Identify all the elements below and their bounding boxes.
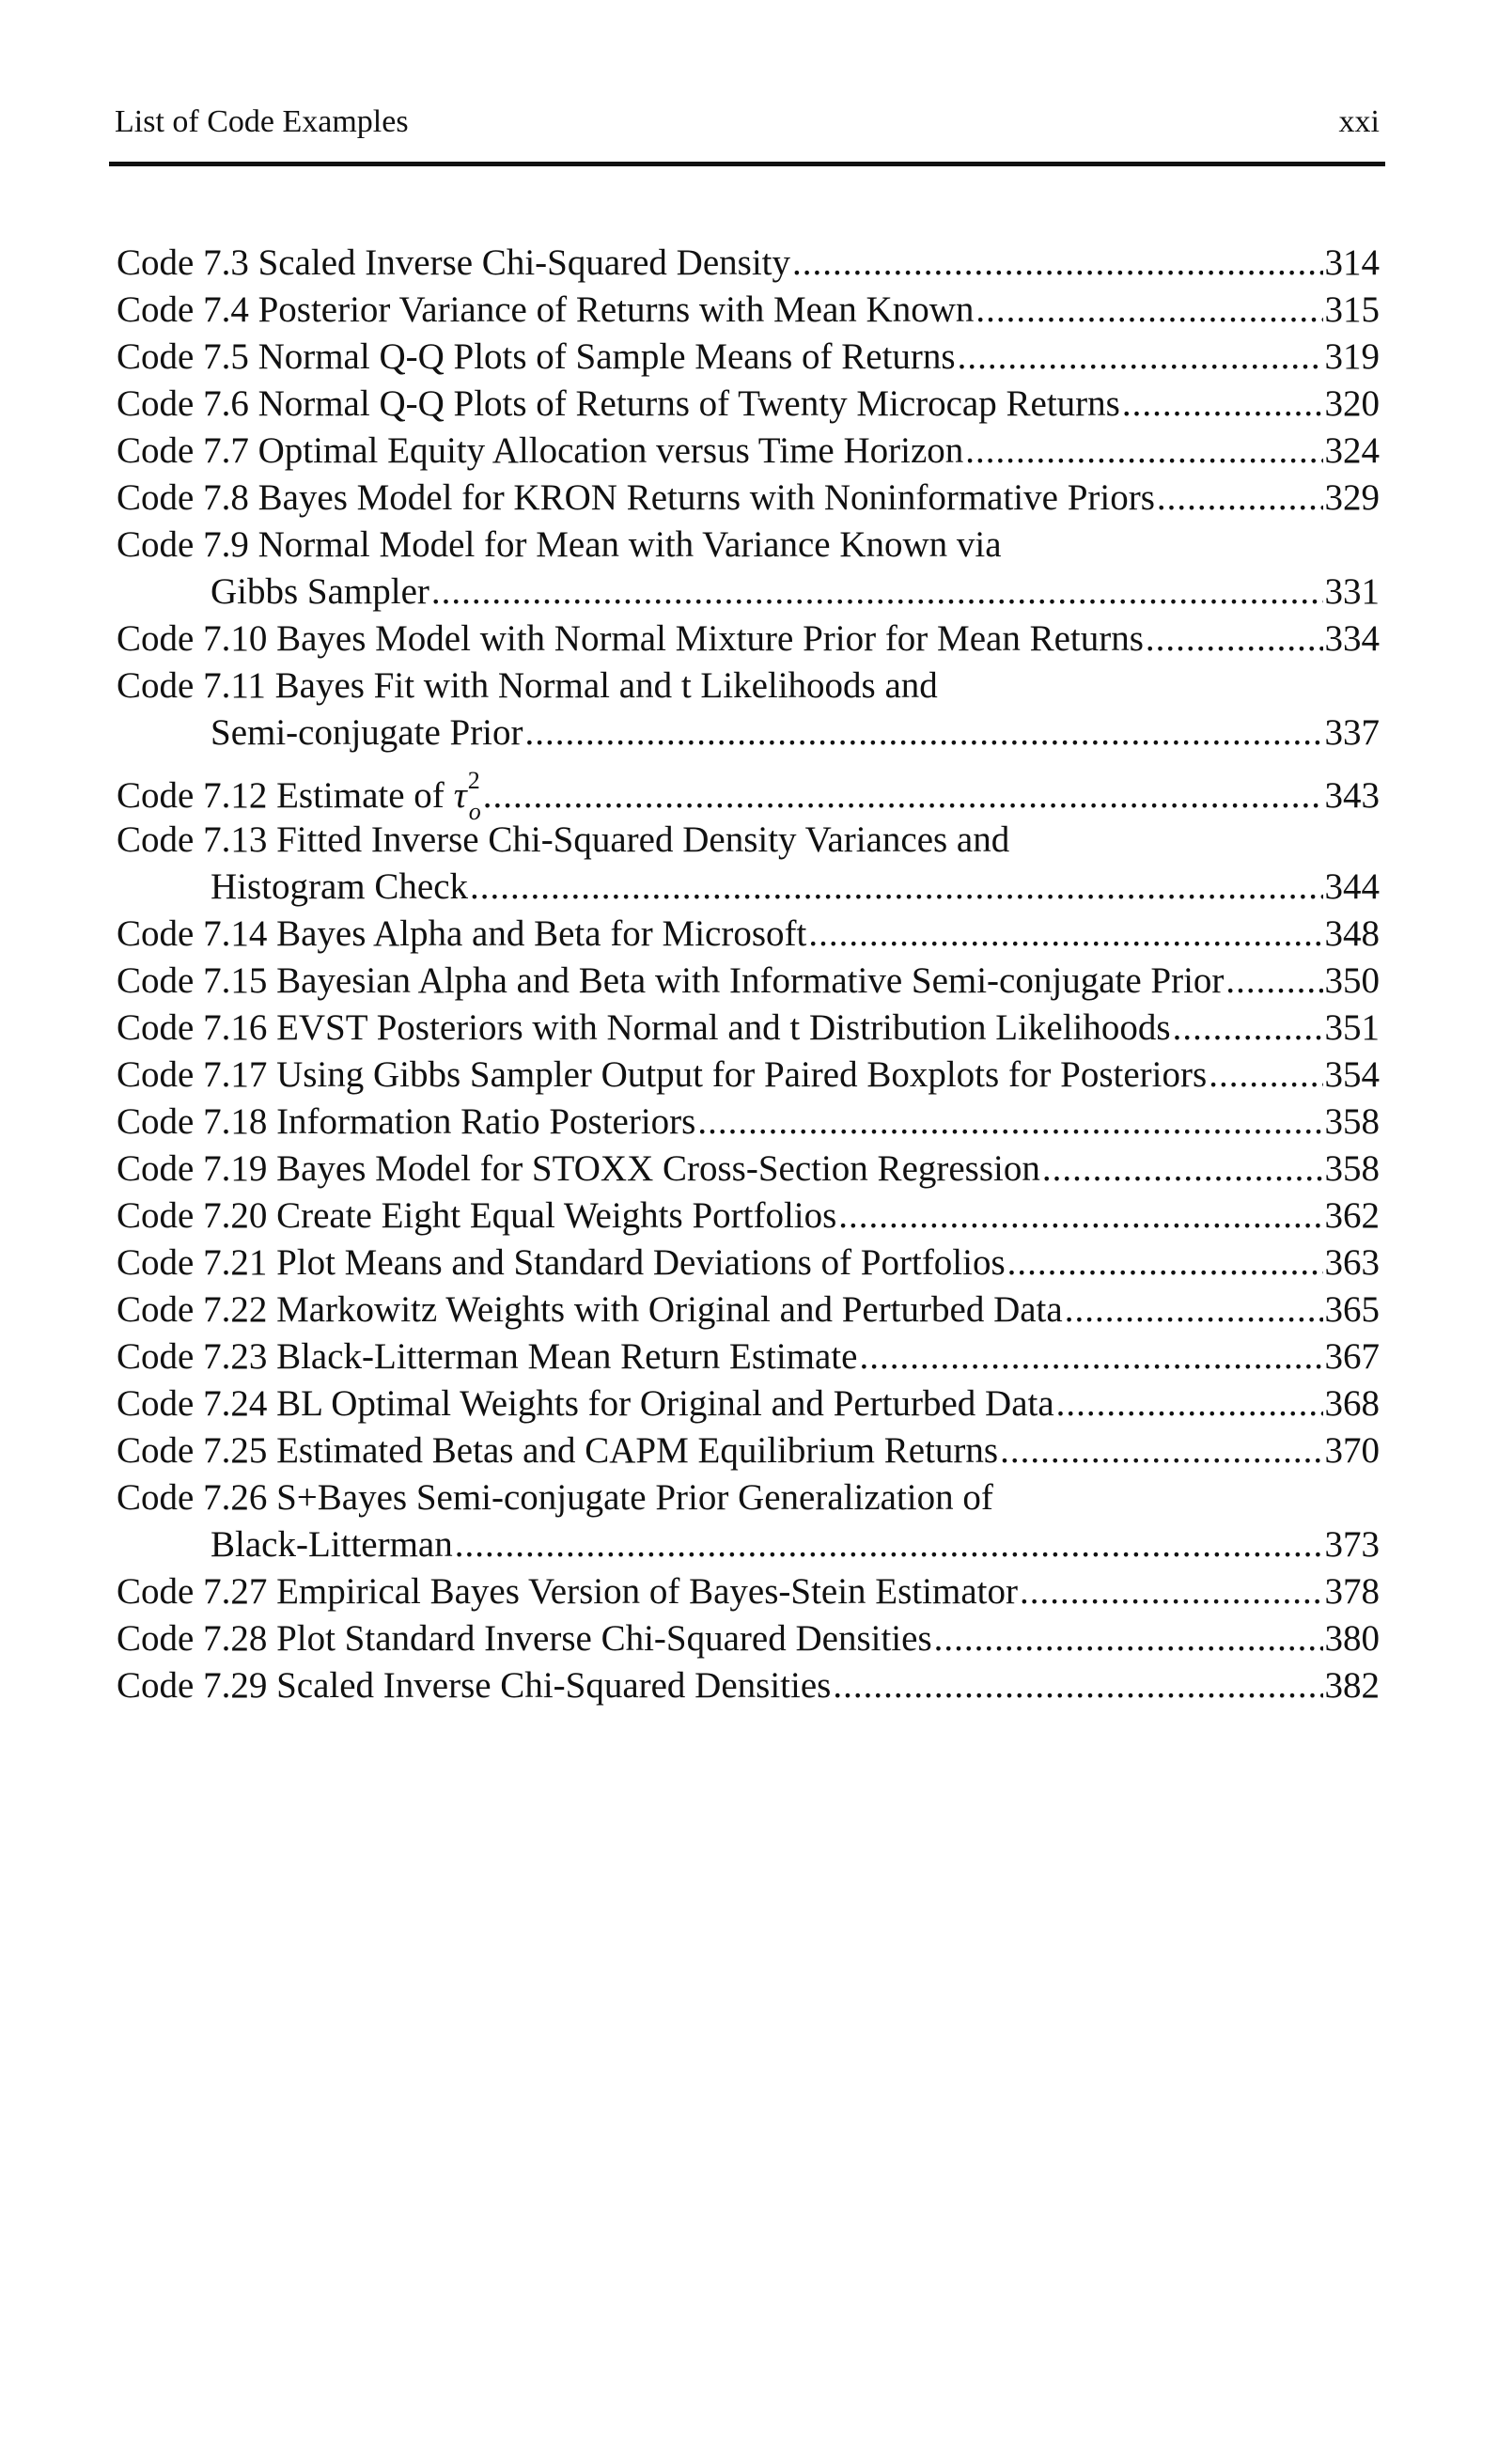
toc-entry[interactable] [117, 1615, 1380, 1662]
toc-entry-text: Semi-conjugate Prior [211, 712, 523, 753]
dot-leader [958, 334, 1323, 381]
toc-entry-title-line [117, 522, 1380, 569]
toc-entry-page-number: 354 [1324, 1054, 1380, 1095]
toc-entry-page-number: 343 [1324, 775, 1380, 816]
toc-entry-text: Code 7.16 EVST Posteriors with Normal and t Distribution Likelihoods [117, 1007, 1171, 1048]
running-header-title: List of Code Examples [115, 104, 409, 139]
dot-leader [859, 1333, 1322, 1380]
toc-entry-title-line [117, 1568, 1380, 1615]
toc-entry-title-line [117, 240, 1380, 287]
toc-entry-continuation-line [117, 710, 1380, 756]
toc-entry-text: Code 7.11 Bayes Fit with Normal and t Likelihoods and [117, 665, 938, 706]
toc-entry-title-line [117, 1615, 1380, 1662]
math-superscript: 2 [467, 767, 480, 794]
toc-entry-text: Code 7.23 Black-Litterman Mean Return Estimate [117, 1336, 858, 1377]
toc-entry-text: Code 7.3 Scaled Inverse Chi-Squared Density [117, 242, 791, 283]
toc-entry-page-number: 368 [1324, 1383, 1380, 1424]
toc-entry-title-line [117, 1474, 1380, 1521]
toc-entry-title-line [117, 911, 1380, 958]
toc-entry-title-line [117, 1099, 1380, 1146]
toc-entry-text: Black-Litterman [211, 1524, 453, 1565]
toc-entry-page-number: 319 [1324, 336, 1380, 377]
toc-entry-title-line [117, 1146, 1380, 1193]
toc-entry-page-number: 358 [1324, 1101, 1380, 1142]
dot-leader [1209, 1052, 1322, 1099]
toc-entry-text: Code 7.26 S+Bayes Semi-conjugate Prior Generalization of [117, 1477, 993, 1518]
toc-entry[interactable] [117, 616, 1380, 663]
toc-entry-text: Code 7.10 Bayes Model with Normal Mixture Prior for Mean Returns [117, 618, 1144, 659]
toc-entry-text: Code 7.13 Fitted Inverse Chi-Squared Density Variances and [117, 819, 1010, 860]
toc-entry-continuation-line [117, 1521, 1380, 1568]
toc-entry[interactable] [117, 1287, 1380, 1333]
toc-entry[interactable] [117, 1146, 1380, 1193]
toc-entry-text: Code 7.5 Normal Q-Q Plots of Sample Means of Returns [117, 336, 956, 377]
toc-entry[interactable] [117, 1193, 1380, 1240]
toc-entry-page-number: 351 [1324, 1007, 1380, 1048]
dot-leader [455, 1521, 1323, 1568]
toc-entry-text: Code 7.7 Optimal Equity Allocation versus Time Horizon [117, 430, 964, 471]
toc-entry[interactable] [117, 1474, 1380, 1568]
toc-entry-title-line [117, 756, 1380, 825]
toc-entry-title-line [117, 334, 1380, 381]
toc-entry-text: Code 7.19 Bayes Model for STOXX Cross-Section Regression [117, 1148, 1040, 1189]
toc-entry-text: Code 7.20 Create Eight Equal Weights Portfolios [117, 1195, 837, 1236]
toc-entry[interactable] [117, 287, 1380, 334]
toc-entry-text: Code 7.17 Using Gibbs Sampler Output for Paired Boxplots for Posteriors [117, 1054, 1208, 1095]
toc-entry-title-line [117, 381, 1380, 428]
dot-leader [1042, 1146, 1323, 1193]
toc-entry[interactable] [117, 1005, 1380, 1052]
toc-entry-text: Histogram Check [211, 866, 469, 907]
code-examples-list [117, 240, 1380, 1709]
toc-entry-title-line [117, 1333, 1380, 1380]
toc-entry-page-number: 382 [1324, 1665, 1380, 1706]
toc-entry[interactable] [117, 1052, 1380, 1099]
dot-leader [1056, 1380, 1323, 1427]
dot-leader [1225, 958, 1322, 1005]
toc-entry-text: Code 7.25 Estimated Betas and CAPM Equilibrium Returns [117, 1430, 999, 1471]
toc-entry-text: Code 7.15 Bayesian Alpha and Beta with Informative Semi-conjugate Prior [117, 960, 1225, 1001]
dot-leader [833, 1662, 1322, 1709]
toc-entry-continuation-line [117, 864, 1380, 911]
toc-entry-text: Code 7.29 Scaled Inverse Chi-Squared Densities [117, 1665, 832, 1706]
toc-entry[interactable] [117, 663, 1380, 756]
dot-leader [1000, 1427, 1322, 1474]
toc-entry-page-number: 315 [1324, 289, 1380, 330]
toc-entry-page-number: 365 [1324, 1289, 1380, 1330]
dot-leader [1146, 616, 1323, 663]
toc-entry-page-number: 363 [1324, 1242, 1380, 1283]
math-subscript: o [468, 797, 481, 825]
page-number: xxi [1338, 104, 1380, 139]
toc-entry-title-line [117, 1193, 1380, 1240]
toc-entry[interactable] [117, 428, 1380, 475]
toc-entry-page-number: 350 [1324, 960, 1380, 1001]
toc-entry-text: Code 7.18 Information Ratio Posteriors [117, 1101, 696, 1142]
header-rule [109, 162, 1385, 166]
toc-entry-page-number: 344 [1324, 866, 1380, 907]
toc-entry-text: Code 7.12 Estimate of [117, 775, 445, 816]
toc-entry[interactable] [117, 1099, 1380, 1146]
toc-entry-title-line [117, 475, 1380, 522]
dot-leader [1122, 381, 1323, 428]
toc-entry[interactable] [117, 911, 1380, 958]
toc-entry-title-line [117, 428, 1380, 475]
toc-entry-text: Code 7.8 Bayes Model for KRON Returns with Noninformative Priors [117, 477, 1155, 518]
toc-entry-text: Code 7.21 Plot Means and Standard Deviations of Portfolios [117, 1242, 1006, 1283]
toc-entry[interactable] [117, 1240, 1380, 1287]
dot-leader [838, 1193, 1322, 1240]
toc-entry-text: Gibbs Sampler [211, 571, 429, 612]
toc-entry-page-number: 370 [1324, 1430, 1380, 1471]
toc-entry-text: Code 7.28 Plot Standard Inverse Chi-Squared Densities [117, 1618, 932, 1659]
toc-entry-text: Code 7.22 Markowitz Weights with Original and Perturbed Data [117, 1289, 1063, 1330]
toc-entry[interactable] [117, 334, 1380, 381]
toc-entry[interactable] [117, 240, 1380, 287]
toc-entry-title-line [117, 1427, 1380, 1474]
toc-entry[interactable] [117, 522, 1380, 616]
toc-entry-page-number: 324 [1324, 430, 1380, 471]
toc-entry-page-number: 320 [1324, 383, 1380, 424]
toc-entry-text: Code 7.6 Normal Q-Q Plots of Returns of Twenty Microcap Returns [117, 383, 1120, 424]
dot-leader [792, 240, 1322, 287]
toc-entry-page-number: 378 [1324, 1571, 1380, 1612]
toc-entry-page-number: 367 [1324, 1336, 1380, 1377]
toc-entry[interactable] [117, 1662, 1380, 1709]
toc-entry-page-number: 348 [1324, 913, 1380, 954]
toc-entry[interactable] [117, 1333, 1380, 1380]
toc-entry-page-number: 362 [1324, 1195, 1380, 1236]
toc-entry-page-number: 380 [1324, 1618, 1380, 1659]
toc-entry[interactable] [117, 1380, 1380, 1427]
toc-entry-continuation-line [117, 569, 1380, 616]
toc-entry[interactable] [117, 1568, 1380, 1615]
toc-entry[interactable] [117, 1427, 1380, 1474]
dot-leader [525, 710, 1323, 756]
toc-entry-page-number: 373 [1324, 1524, 1380, 1565]
dot-leader [431, 569, 1323, 616]
toc-entry[interactable] [117, 817, 1380, 911]
math-base: τ [453, 775, 467, 816]
toc-entry[interactable] [117, 475, 1380, 522]
toc-entry-page-number: 358 [1324, 1148, 1380, 1189]
toc-entry-page-number: 331 [1324, 571, 1380, 612]
dot-leader [1065, 1287, 1323, 1333]
toc-entry-page-number: 334 [1324, 618, 1380, 659]
dot-leader [808, 911, 1322, 958]
toc-entry-page-number: 329 [1324, 477, 1380, 518]
toc-entry-text: Code 7.9 Normal Model for Mean with Variance Known via [117, 524, 1002, 565]
toc-entry-text: Code 7.14 Bayes Alpha and Beta for Microsoft [117, 913, 807, 954]
toc-entry-title-line [117, 616, 1380, 663]
dot-leader [1020, 1568, 1323, 1615]
toc-entry-title-line [117, 663, 1380, 710]
dot-leader [697, 1099, 1322, 1146]
running-header [115, 101, 1380, 143]
dot-leader [1157, 475, 1323, 522]
dot-leader [965, 428, 1322, 475]
dot-leader [470, 864, 1322, 911]
toc-entry-page-number: 337 [1324, 712, 1380, 753]
dot-leader [1007, 1240, 1323, 1287]
toc-entry[interactable] [117, 958, 1380, 1005]
toc-entry-title-line [117, 1380, 1380, 1427]
dot-leader [934, 1615, 1323, 1662]
toc-entry-text: Code 7.4 Posterior Variance of Returns with Mean Known [117, 289, 975, 330]
toc-entry-page-number: 314 [1324, 242, 1380, 283]
toc-entry-title-line [117, 287, 1380, 334]
dot-leader [1173, 1005, 1323, 1052]
toc-entry-title-line [117, 958, 1380, 1005]
toc-entry-title-line [117, 1287, 1380, 1333]
toc-entry-text: Code 7.24 BL Optimal Weights for Original and Perturbed Data [117, 1383, 1054, 1424]
toc-entry-title-line [117, 1662, 1380, 1709]
toc-entry-title-line [117, 1005, 1380, 1052]
toc-entry[interactable] [117, 756, 1380, 825]
toc-entry-title-line [117, 1052, 1380, 1099]
toc-entry-title-line [117, 1240, 1380, 1287]
toc-entry-text: Code 7.27 Empirical Bayes Version of Bayes-Stein Estimator [117, 1571, 1018, 1612]
dot-leader [975, 287, 1322, 334]
toc-entry[interactable] [117, 381, 1380, 428]
